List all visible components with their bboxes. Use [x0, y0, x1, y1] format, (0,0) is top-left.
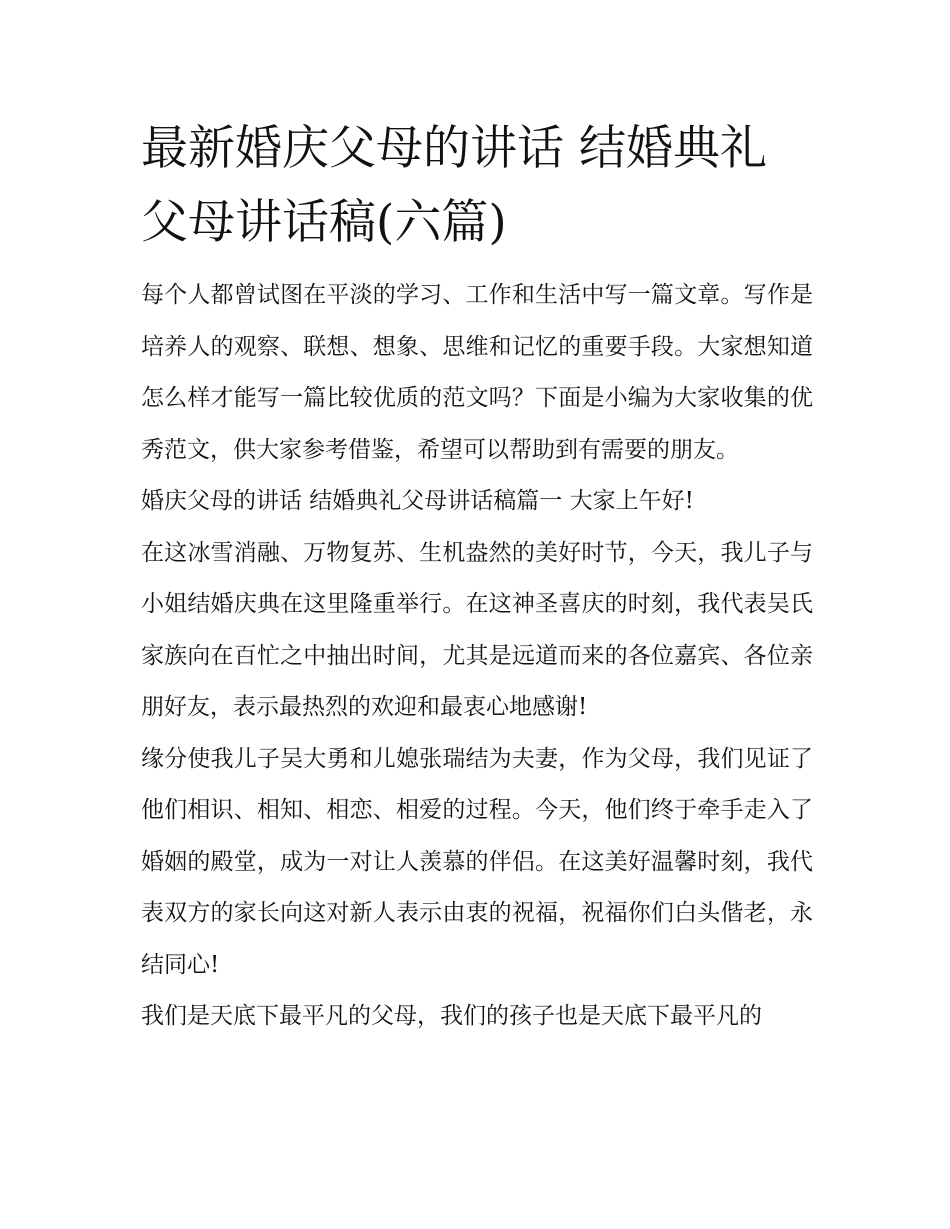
- paragraph-intro: 每个人都曾试图在平淡的学习、工作和生活中写一篇文章。写作是培养人的观察、联想、想象、思维和记忆的重要手段。大家想知道怎么样才能写一篇比较优质的范文吗？下面是小编为大家收集的优秀范文，供大家参考借鉴，希望可以帮助到有需要的朋友。: [141, 282, 813, 463]
- paragraph-blessing: 缘分使我儿子吴大勇和儿媳张瑞结为夫妻，作为父母，我们见证了他们相识、相知、相恋、相爱的过程。今天，他们终于牵手走入了婚姻的殿堂，成为一对让人羡慕的伴侣。在这美好温馨时刻，我代表双方的家长向这对新人表示由衷的祝福，祝福你们白头偕老，永结同心!: [141, 745, 813, 978]
- paragraph-closing-fragment: 我们是天底下最平凡的父母，我们的孩子也是天底下最平凡的: [141, 1003, 762, 1029]
- document-page: [141, 112, 813, 1043]
- document-title: 最新婚庆父母的讲话 结婚典礼父母讲话稿(六篇): [141, 121, 767, 250]
- paragraph-section-heading: 婚庆父母的讲话 结婚典礼父母讲话稿篇一 大家上午好!: [141, 488, 694, 514]
- paragraph-welcome: 在这冰雪消融、万物复苏、生机盎然的美好时节，今天，我儿子与小姐结婚庆典在这里隆重举行。在这神圣喜庆的时刻，我代表吴氏家族向在百忙之中抽出时间，尤其是远道而来的各位嘉宾、各位亲朋好友，表示最热烈的欢迎和最衷心地感谢!: [141, 539, 813, 720]
